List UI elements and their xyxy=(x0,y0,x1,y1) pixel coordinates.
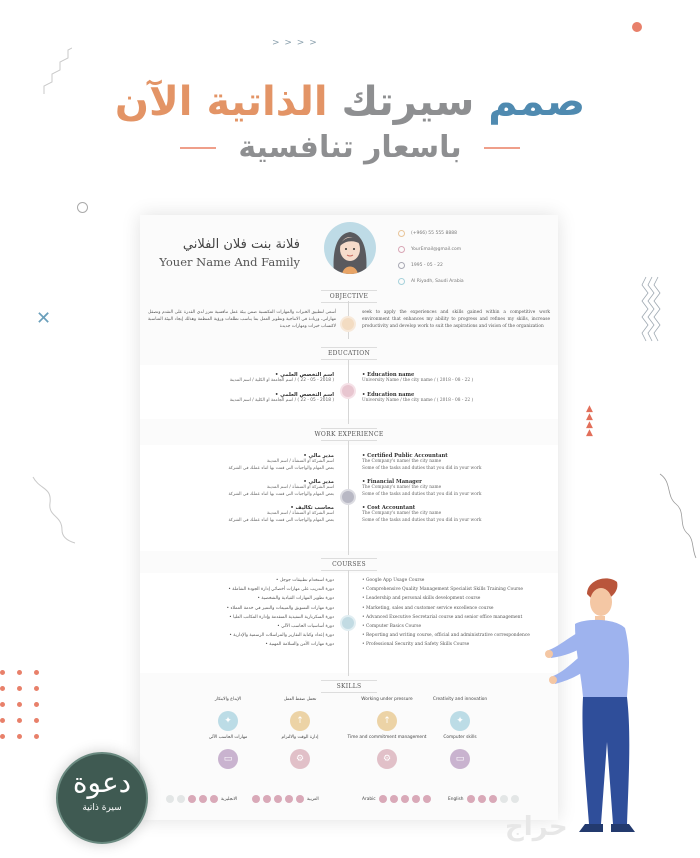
skill-label: مهارات الحاسب الآلي xyxy=(208,735,248,740)
headline-subtitle: باسعار تنافسية xyxy=(238,130,462,165)
wave-decoration xyxy=(30,475,80,545)
section-title-education: EDUCATION xyxy=(140,345,558,362)
course-item: • Google App Usage Course xyxy=(362,576,552,585)
work-item xyxy=(148,453,334,472)
contact-email xyxy=(398,241,464,257)
work-item xyxy=(148,479,334,498)
gear-icon: ⚙ xyxy=(377,749,397,769)
skill-item xyxy=(415,735,505,769)
person-illustration xyxy=(545,572,675,842)
language-english-ar xyxy=(166,795,237,803)
education-subtitle: ( 2018 - 05 - 22 ) / اسم الجامعة او الكلية / اسم المدينة xyxy=(229,378,334,383)
course-item: • Marketing, sales and customer service excellence course xyxy=(362,604,552,613)
work-duties: Some of the tasks and duties that you did in your work xyxy=(362,491,482,497)
work-company: The Company's name/ the city name xyxy=(362,485,442,490)
chevrons-decoration: ▲ ▲ ▲ ▲ xyxy=(586,404,593,438)
contact-birthdate xyxy=(398,257,464,273)
pressure-arrow-icon: ↑ xyxy=(377,711,397,731)
education-title: اسم التخصص العلمي • xyxy=(148,392,334,398)
x-decoration: ✕ xyxy=(36,308,52,329)
rating-dot-empty xyxy=(166,795,174,803)
graduation-cap-icon xyxy=(340,383,356,399)
course-item: • Reporting and writing course, official and administrative correspondence xyxy=(362,631,552,640)
divider-left xyxy=(180,147,216,149)
divider-right xyxy=(484,147,520,149)
rating-dot-filled xyxy=(379,795,387,803)
zigzag-lines-decoration xyxy=(640,275,666,345)
briefcase-icon xyxy=(340,489,356,505)
work-arabic xyxy=(148,453,334,531)
language-arabic-en xyxy=(362,795,431,803)
language-label: العربية xyxy=(307,796,319,802)
rating-dot-filled xyxy=(274,795,282,803)
contact-phone xyxy=(398,225,464,241)
rating-dot-filled xyxy=(199,795,207,803)
work-company: The Company's name/ the city name xyxy=(362,511,442,516)
education-item xyxy=(362,372,552,385)
course-item: دورة إعداد وكتابة التقارير والمراسلات الرسمية والإدارية • xyxy=(148,631,334,640)
work-duties: بعض المهام والواجبات التي قمت بها اثناء عملك في الشركة xyxy=(228,517,334,523)
work-company: اسم الشركة او المنشأة / اسم المدينة xyxy=(267,485,334,490)
lightbulb-icon: ✦ xyxy=(450,711,470,731)
course-item: دورة تطوير المهارات القيادية والشخصية • xyxy=(148,594,334,603)
course-item: • Comprehensive Quality Management Specialist Skills Training Course xyxy=(362,585,552,594)
skill-item xyxy=(255,735,345,769)
logo-subtitle: سيرة ذاتية xyxy=(82,803,122,813)
course-item: دورة السكرتارية التنفيذية المتقدمة وإدارة المكاتب العليا • xyxy=(148,613,334,622)
work-duties: بعض المهام والواجبات التي قمت بها اثناء عملك في الشركة xyxy=(228,465,334,471)
headline-word-3: الذاتية الآن xyxy=(114,79,328,125)
dot-grid-decoration xyxy=(0,670,40,739)
rating-dot-filled xyxy=(252,795,260,803)
skill-label: تحمل ضغط العمل xyxy=(283,697,317,702)
education-title: • Education name xyxy=(362,392,552,398)
education-title: • Education name xyxy=(362,372,552,378)
work-company: اسم الشركة او المنشأة / اسم المدينة xyxy=(267,459,334,464)
dot-decoration xyxy=(632,22,642,32)
email-icon xyxy=(398,246,405,253)
education-title: اسم التخصص العلمي • xyxy=(148,372,334,378)
headline-word-2: سيرتك xyxy=(341,79,475,125)
courses-english xyxy=(362,576,552,650)
contact-location xyxy=(398,273,464,289)
education-subtitle: ( 2018 - 05 - 22 ) / اسم الجامعة او الكلية / اسم المدينة xyxy=(229,397,334,403)
rating-dot-filled xyxy=(296,795,304,803)
work-duties: بعض المهام والواجبات التي قمت بها اثناء عملك في الشركة xyxy=(228,491,334,497)
course-item: دورة التدريب على مهارات أخصائي إدارة الجودة الشاملة • xyxy=(148,585,334,594)
work-title: • Financial Manager xyxy=(362,479,552,485)
rating-dot-filled xyxy=(285,795,293,803)
education-item xyxy=(362,392,552,405)
work-title: مدير مالي • xyxy=(148,479,334,485)
work-title: مدير مالي • xyxy=(148,453,334,459)
contact-text: YourEmail@gmail.com xyxy=(411,246,462,252)
cv-document xyxy=(140,215,558,820)
work-duties: Some of the tasks and duties that you did in your work xyxy=(362,517,482,523)
rating-dot-filled xyxy=(210,795,218,803)
objective-english: seek to apply the experiences and skills gained within a competitive work environment that enhances my ability to progress and refines my skills, increase productivity and develop work to suit the aspirations and vision of the organization xyxy=(362,310,550,329)
work-title: • Cost Accountant xyxy=(362,505,552,511)
rating-dot-filled xyxy=(478,795,486,803)
cv-header xyxy=(140,215,558,287)
headline xyxy=(0,78,700,165)
rating-dot-filled xyxy=(263,795,271,803)
contact-text: Al Riyadh, Saudi Arabia xyxy=(411,278,464,284)
education-item xyxy=(148,372,334,385)
headline-title xyxy=(0,78,700,126)
course-item: • Advanced Executive Secretarial course and senior office management xyxy=(362,613,552,622)
work-english xyxy=(362,453,552,531)
rating-dot-empty xyxy=(511,795,519,803)
language-label: Arabic xyxy=(362,796,376,802)
section-title-work: WORK EXPERIENCE xyxy=(140,426,558,443)
objective-node-icon xyxy=(340,316,356,332)
course-item: دورة مهارات الأمن والسلامة المهنية • xyxy=(148,640,334,649)
course-item: دورة استخدام تطبيقات جوجل • xyxy=(148,576,334,585)
circle-decoration xyxy=(77,202,88,213)
work-company: اسم الشركة او المنشأة / اسم المدينة xyxy=(267,511,334,516)
skill-label: Time and commitment management xyxy=(347,735,427,740)
work-title: • Certified Public Accountant xyxy=(362,453,552,459)
work-item xyxy=(362,479,552,498)
rating-dot-filled xyxy=(489,795,497,803)
work-item xyxy=(148,505,334,524)
work-duties: Some of the tasks and duties that you did in your work xyxy=(362,465,482,471)
education-subtitle: University Name / the city name / ( 2018 - 08 - 22 ) xyxy=(362,397,474,403)
contact-text: 1995 - 05 - 22 xyxy=(411,262,443,268)
rating-dot-empty xyxy=(500,795,508,803)
education-item xyxy=(148,392,334,405)
contact-list xyxy=(398,225,464,289)
courses-arabic xyxy=(148,576,334,650)
education-arabic xyxy=(148,372,334,411)
skill-item xyxy=(415,697,505,731)
name-english: Youer Name And Family xyxy=(159,255,300,269)
skill-label: إدارة الوقت والالتزام xyxy=(281,735,319,740)
skill-label: Computer skills xyxy=(443,735,477,740)
brand-logo xyxy=(56,752,148,844)
skill-item xyxy=(255,697,345,731)
computer-icon: ▭ xyxy=(450,749,470,769)
name-arabic: فلانة بنت فلان الفلاني xyxy=(182,237,300,252)
language-arabic-ar xyxy=(252,795,319,803)
languages-row xyxy=(140,795,558,807)
work-item xyxy=(362,505,552,524)
section-title-objective: OBJECTIVE xyxy=(140,288,558,305)
work-title: محاسب تكاليف • xyxy=(148,505,334,511)
courses-node-icon xyxy=(340,615,356,631)
rating-dot-filled xyxy=(412,795,420,803)
rating-dot-filled xyxy=(401,795,409,803)
skill-label: Creativity and innovation xyxy=(432,697,488,702)
course-item: دورة مهارات التسويق والمبيعات والتميز في خدمة العملاء • xyxy=(148,604,334,613)
course-item: • Leadership and personal skills development course xyxy=(362,594,552,603)
arrows-decoration: > > > > xyxy=(272,38,318,48)
avatar xyxy=(324,222,376,274)
language-label: الانجليزية xyxy=(221,796,238,802)
headline-word-1: صمم xyxy=(488,79,586,125)
work-item xyxy=(362,453,552,472)
contact-text: (+966) 55 555 8888 xyxy=(411,230,457,236)
rating-dot-filled xyxy=(467,795,475,803)
phone-icon xyxy=(398,230,405,237)
rating-dot-filled xyxy=(390,795,398,803)
computer-icon: ▭ xyxy=(218,749,238,769)
course-item: • Professional Security and Safety Skills Course xyxy=(362,640,552,649)
wave-decoration-right xyxy=(658,470,698,560)
objective-arabic: أسعى لتطبيق الخبرات والمهارات المكتسبة ضمن بيئة عمل تنافسية تعزز لدي القدرة على التقدم وتصقل مهاراتي، وزيادة في الانتاجية وتطوير العمل بما يناسب تطلعات ورؤية المنظمة وهذلك إيجاد البيئة المناسبة لاكتساب خبرات ومهارات جديدة xyxy=(148,310,336,329)
course-item: دورة أساسيات الحاسب الآلي • xyxy=(148,622,334,631)
logo-title: دعوة xyxy=(72,766,132,799)
work-company: The Company's name/ the city name xyxy=(362,459,442,464)
language-english-en xyxy=(448,795,519,803)
rating-dot-filled xyxy=(188,795,196,803)
rating-dot-empty xyxy=(177,795,185,803)
language-label: English xyxy=(448,796,464,802)
watermark: حراج xyxy=(505,812,568,842)
skill-label: الإبداع والابتكار xyxy=(214,697,242,702)
course-item: • Computer Basics Course xyxy=(362,622,552,631)
calendar-icon xyxy=(398,262,405,269)
pressure-arrow-icon: ↑ xyxy=(290,711,310,731)
education-subtitle: University Name / the city name / ( 2018 - 08 - 22 ) xyxy=(362,378,474,383)
location-icon xyxy=(398,278,405,285)
gear-icon: ⚙ xyxy=(290,749,310,769)
education-english xyxy=(362,372,552,411)
lightbulb-icon: ✦ xyxy=(218,711,238,731)
section-title-skills: SKILLS xyxy=(140,678,558,695)
skill-label: Working under pressure xyxy=(361,697,413,702)
rating-dot-filled xyxy=(423,795,431,803)
section-title-courses: COURSES xyxy=(140,556,558,573)
